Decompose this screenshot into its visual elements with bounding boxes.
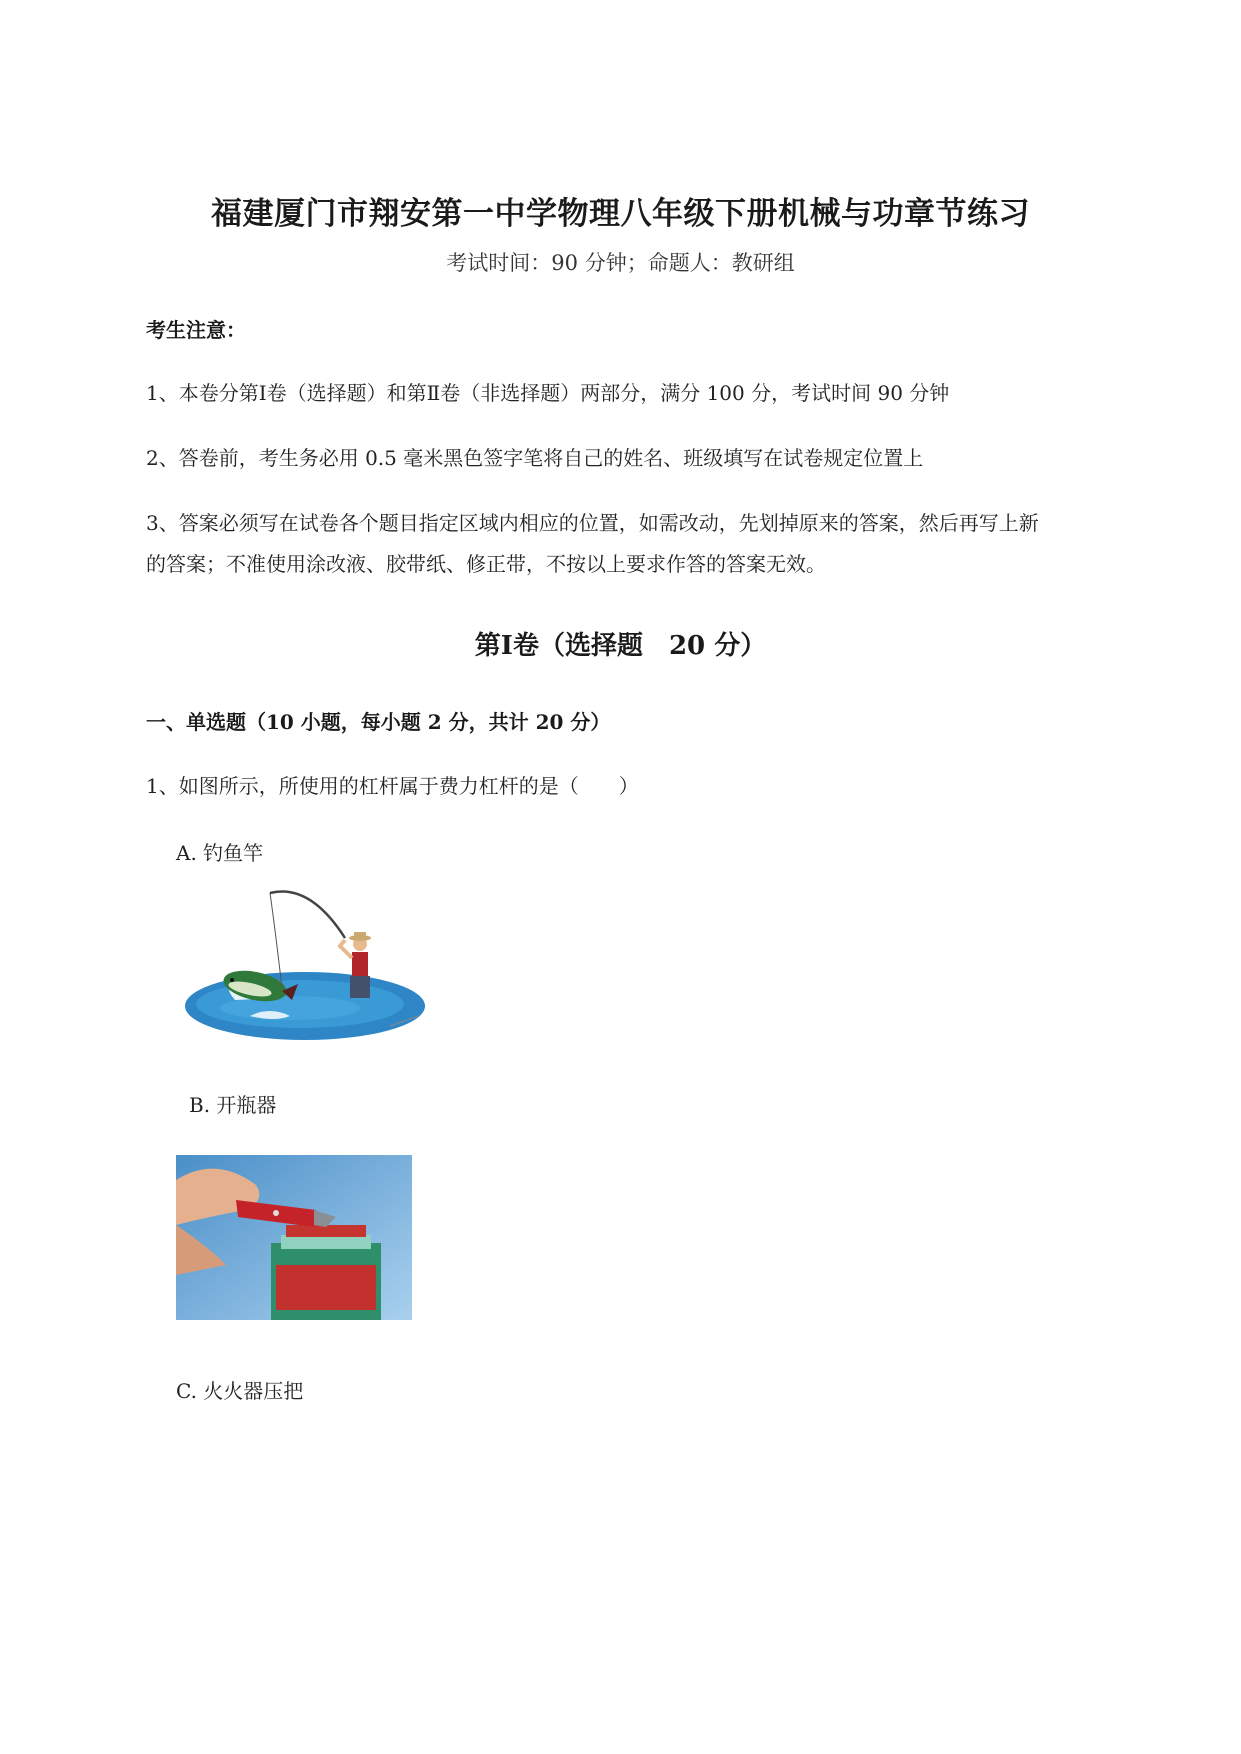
notice-item-1: 1、本卷分第Ⅰ卷（选择题）和第Ⅱ卷（非选择题）两部分，满分 100 分，考试时间 90 分钟 xyxy=(146,381,950,405)
option-a-label: A. 钓鱼竿 xyxy=(176,841,264,865)
exam-info: 考试时间：90 分钟；命题人：教研组 xyxy=(446,251,795,275)
notice-item-2: 2、答卷前，考生务必用 0.5 毫米黑色签字笔将自己的姓名、班级填写在试卷规定位置上 xyxy=(146,446,924,470)
notice-item-3-continued: 的答案；不准使用涂改液、胶带纸、修正带，不按以上要求作答的答案无效。 xyxy=(146,552,826,576)
option-b-label: B. 开瓶器 xyxy=(189,1093,277,1117)
notice-item-3: 3、答案必须写在试卷各个题目指定区域内相应的位置，如需改动，先划掉原来的答案，然后再写上新 xyxy=(146,511,1039,535)
fishing-rod-image xyxy=(180,888,430,1048)
bottle-opener-image xyxy=(176,1155,412,1320)
notice-heading: 考生注意： xyxy=(146,318,246,342)
page-title: 福建厦门市翔安第一中学物理八年级下册机械与功章节练习 xyxy=(211,196,1030,232)
section-heading: 第Ⅰ卷（选择题 20 分） xyxy=(474,631,767,661)
part-heading: 一、单选题（10 小题，每小题 2 分，共计 20 分） xyxy=(146,710,611,734)
question-stem: 1、如图所示，所使用的杠杆属于费力杠杆的是（ ） xyxy=(146,774,639,798)
option-c-label: C. 火火器压把 xyxy=(176,1379,304,1403)
